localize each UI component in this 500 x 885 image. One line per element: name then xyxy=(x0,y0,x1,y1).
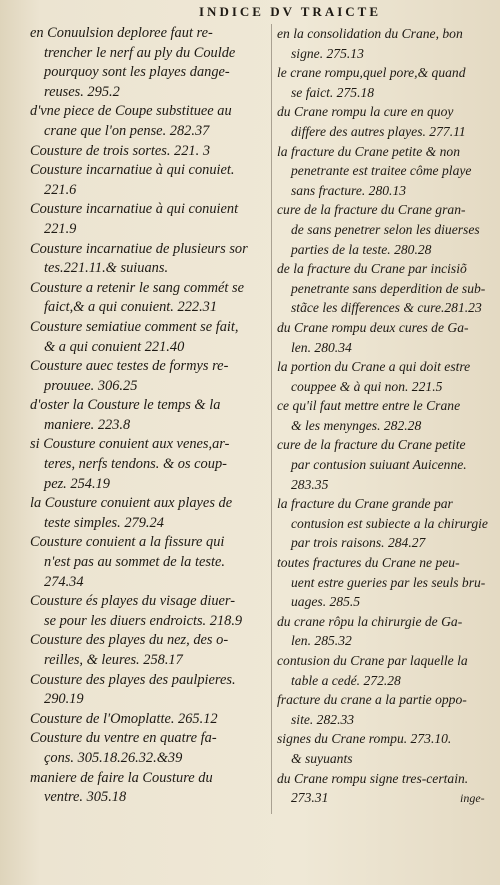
running-header-title: INDICE DV TRAICTE xyxy=(199,4,381,19)
index-entry-line: de la fracture du Crane par incisiõ xyxy=(277,261,467,277)
running-header xyxy=(0,4,500,20)
index-entry-line: stãce les differences & cure.281.23 xyxy=(291,300,482,316)
index-entry-line: trencher le nerf au ply du Coulde xyxy=(44,44,236,61)
index-entry-line: Cousture de l'Omoplatte. 265.12 xyxy=(30,710,218,727)
index-entry xyxy=(277,396,491,435)
index-entry-line: crane que l'on pense. 282.37 xyxy=(44,122,210,139)
index-entry-line: 221.9 xyxy=(44,220,77,237)
index-entry xyxy=(30,592,266,631)
index-entry-line: si Cousture conuient aux venes,ar- xyxy=(30,436,230,453)
index-entry-line: çons. 305.18.26.32.&39 xyxy=(44,749,183,766)
index-entry-line: la fracture du Crane petite & non xyxy=(277,143,460,159)
index-entry-line: site. 282.33 xyxy=(291,711,355,727)
index-entry-line: teste simples. 279.24 xyxy=(44,514,164,531)
index-entry-line: d'oster la Cousture le temps & la xyxy=(30,397,221,414)
index-entry xyxy=(277,357,491,396)
index-entry xyxy=(30,729,266,768)
index-entry xyxy=(277,494,491,553)
index-entry-line: tes.221.11.& suiuans. xyxy=(44,260,169,277)
index-entry-line: 283.35 xyxy=(291,476,329,492)
index-entry xyxy=(30,200,266,239)
index-entry-line: & les menynges. 282.28 xyxy=(291,417,422,433)
index-entry-line: en Conuulsion deploree faut re- xyxy=(30,25,213,41)
index-entry xyxy=(277,259,491,318)
index-entry-line: se pour les diuers endroicts. 218.9 xyxy=(44,612,243,629)
column-divider xyxy=(271,24,272,814)
index-entry xyxy=(30,396,266,435)
index-entry-line: se faict. 275.18 xyxy=(291,84,375,100)
index-entry xyxy=(277,651,491,690)
index-entry xyxy=(277,318,491,357)
index-entry-line: cure de la fracture du Crane petite xyxy=(277,437,466,453)
index-entry-line: du Crane rompu signe tres-certain. xyxy=(277,770,469,786)
index-entry-line: 290.19 xyxy=(44,691,84,708)
index-entry xyxy=(277,690,491,729)
index-entry-line: reilles, & leures. 258.17 xyxy=(44,652,183,668)
index-entry xyxy=(30,533,266,592)
index-entry-line: d'vne piece de Coupe substituee au xyxy=(30,103,232,120)
index-entry-line: couppee & à qui non. 221.5 xyxy=(291,378,443,394)
index-entry-line: uages. 285.5 xyxy=(291,594,361,610)
index-entry xyxy=(30,494,266,533)
left-index-column xyxy=(30,24,266,808)
index-entry-line: Cousture auec testes de formys re- xyxy=(30,358,229,375)
index-entry xyxy=(30,24,266,102)
index-entry-line: & a qui conuient 221.40 xyxy=(44,338,185,355)
index-entry-line: toutes fractures du Crane ne peu- xyxy=(277,555,460,571)
index-entry xyxy=(30,435,266,494)
index-entry xyxy=(30,671,266,710)
index-entry xyxy=(277,102,491,141)
index-entry-line: fracture du crane a la partie oppo- xyxy=(277,692,467,708)
index-entry-line: teres, nerfs tendons. & os coup- xyxy=(44,456,227,473)
index-entry-line: reuses. 295.2 xyxy=(44,83,120,100)
index-entry-line: Cousture incarnatiue à qui conuient xyxy=(30,201,239,218)
catchword: inge- xyxy=(460,791,485,805)
index-entry-line: maniere. 223.8 xyxy=(44,416,131,433)
index-entry-line: differe des autres playes. 277.11 xyxy=(291,123,466,139)
index-entry-line: cure de la fracture du Crane gran- xyxy=(277,202,466,218)
index-entry xyxy=(30,318,266,357)
index-entry xyxy=(277,142,491,201)
index-entry-line: Cousture des playes des paulpieres. xyxy=(30,671,236,688)
index-entry-line: contusion est subiecte a la chirurgie xyxy=(291,515,488,531)
index-entry-line: signe. 275.13 xyxy=(291,45,364,61)
index-entry-line: 273.31 xyxy=(291,790,329,806)
index-entry-line: 274.34 xyxy=(44,573,84,590)
index-entry-line: Cousture incarnatiue à qui conuiet. xyxy=(30,162,235,179)
index-entry-line: du crane rôpu la chirurgie de Ga- xyxy=(277,613,463,629)
index-entry-line: par contusion suiuant Auicenne. xyxy=(291,457,467,473)
index-entry xyxy=(30,142,266,162)
index-entry-line: table a cedé. 272.28 xyxy=(291,672,401,688)
index-entry-line: len. 280.34 xyxy=(291,339,352,355)
index-entry-line: ventre. 305.18 xyxy=(44,789,127,806)
index-entry xyxy=(30,631,266,670)
index-entry-line: maniere de faire la Cousture du xyxy=(30,769,213,786)
index-entry-line: contusion du Crane par laquelle la xyxy=(277,653,468,668)
index-entry-line: Cousture des playes du nez, des o- xyxy=(30,632,229,649)
index-entry-line: prouuee. 306.25 xyxy=(44,377,138,394)
index-entry-line: en la consolidation du Crane, bon xyxy=(277,26,463,41)
index-entry-line: du Crane rompu la cure en quoy xyxy=(277,104,454,120)
index-entry-line: Cousture a retenir le sang commét se xyxy=(30,279,244,296)
index-entry-line: faict,& a qui conuient. 222.31 xyxy=(44,299,218,316)
index-entry xyxy=(277,24,491,63)
index-entry-line: de sans penetrer selon les diuerses xyxy=(291,221,480,237)
index-entry-line: Cousture conuient a la fissure qui xyxy=(30,534,225,551)
index-entry-line: Cousture du ventre en quatre fa- xyxy=(30,730,217,747)
index-entry xyxy=(30,161,266,200)
index-entry-line: la portion du Crane a qui doit estre xyxy=(277,359,471,375)
index-entry xyxy=(277,729,491,768)
index-entry-line: len. 285.32 xyxy=(291,633,352,649)
index-entry xyxy=(30,240,266,279)
index-entry-line: signes du Crane rompu. 273.10. xyxy=(277,731,452,747)
index-entry-line: le crane rompu,quel pore,& quand xyxy=(277,65,466,81)
index-entry-line: Cousture incarnatiue de plusieurs sor xyxy=(30,240,248,257)
index-entry-line: ce qu'il faut mettre entre le Crane xyxy=(277,398,461,414)
index-entry-line: & suyuants xyxy=(291,750,353,766)
index-entry xyxy=(277,553,491,612)
index-entry xyxy=(277,63,491,102)
index-entry-line: parties de la teste. 280.28 xyxy=(291,241,432,257)
index-entry-line: Cousture semiatiue comment se fait, xyxy=(30,318,239,335)
index-entry xyxy=(30,710,266,730)
index-entry xyxy=(30,102,266,141)
index-entry xyxy=(277,612,491,651)
index-entry-line: par trois raisons. 284.27 xyxy=(291,535,426,551)
index-entry xyxy=(30,769,266,808)
index-entry xyxy=(277,769,491,808)
index-entry-line: sans fracture. 280.13 xyxy=(291,182,407,198)
index-entry xyxy=(30,279,266,318)
index-entry xyxy=(30,357,266,396)
index-entry-line: Cousture de trois sortes. 221. 3 xyxy=(30,142,211,159)
index-entry-line: pez. 254.19 xyxy=(44,475,110,492)
index-entry xyxy=(277,435,491,494)
index-entry-line: n'est pas au sommet de la teste. xyxy=(44,554,225,571)
index-entry-line: la fracture du Crane grande par xyxy=(277,496,453,512)
index-entry-line: la Cousture conuient aux playes de xyxy=(30,495,233,512)
index-entry-line: Cousture és playes du visage diuer- xyxy=(30,593,236,610)
index-entry-line: uent estre gueries par les seuls bru- xyxy=(291,574,486,590)
index-entry-line: pourquoy sont les playes dange- xyxy=(44,64,230,81)
index-entry-line: penetrante est traitee côme playe xyxy=(291,163,472,179)
right-index-column xyxy=(277,24,491,808)
index-entry-line: du Crane rompu deux cures de Ga- xyxy=(277,319,469,335)
index-entry-line: 221.6 xyxy=(44,181,77,198)
index-entry-line: penetrante sans deperdition de sub- xyxy=(291,280,486,296)
index-entry xyxy=(277,200,491,259)
